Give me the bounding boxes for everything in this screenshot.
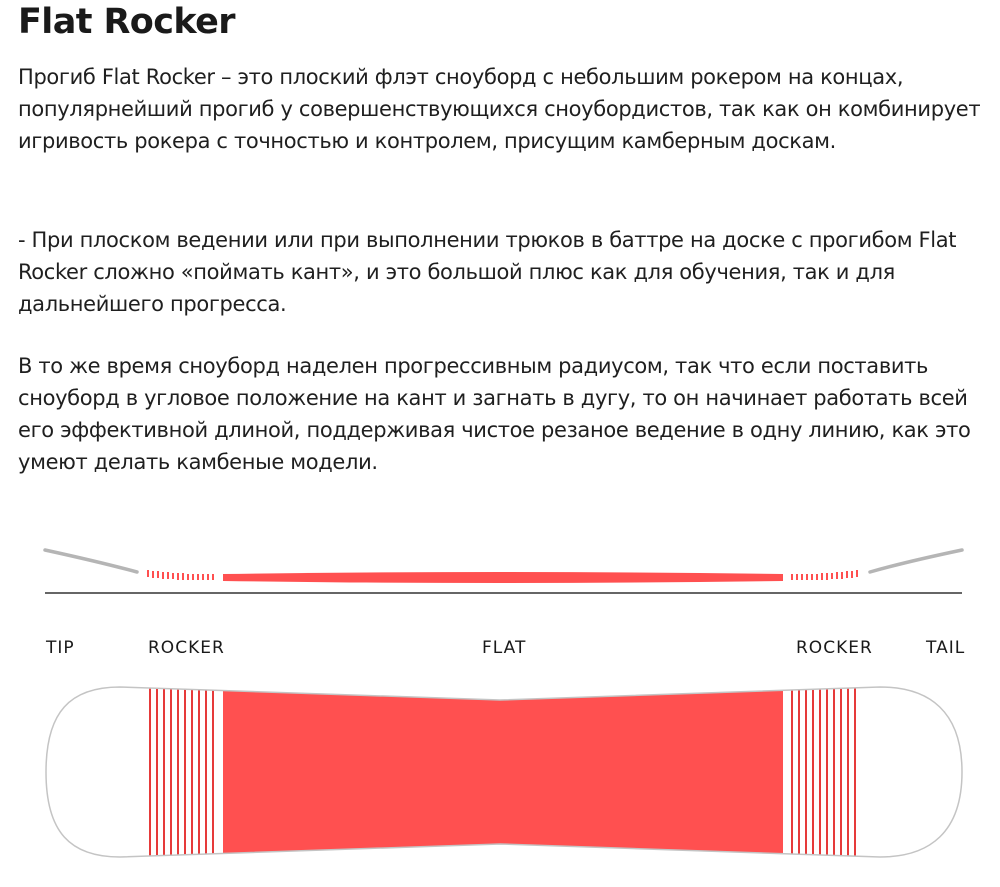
side-profile xyxy=(45,550,962,593)
paragraph-flat-riding: - При плоском ведении или при выполнении трюков в баттре на доске с прогибом Flat Rocker сложно «поймать кант», и это большой плюс как для обучения, так и для дальнейшего прогресса. xyxy=(18,228,957,316)
rocker-right-stripes xyxy=(792,680,855,865)
page-title: Flat Rocker xyxy=(18,2,235,42)
rocker-left-stripes xyxy=(150,680,213,865)
label-flat: FLAT xyxy=(482,638,527,658)
board-top-view xyxy=(46,680,962,865)
label-rocker-right: ROCKER xyxy=(796,638,873,658)
paragraph-intro: Прогиб Flat Rocker – это плоский флэт сноуборд с небольшим рокером на концах, популярнейший прогиб у совершенствующихся сноубордистов, так как он комбинирует игривость рокера с точностью и контролем, присущим камберным доскам. xyxy=(18,65,981,153)
flat-profile-bar xyxy=(223,572,783,583)
tail-profile xyxy=(870,550,962,572)
label-tip: TIP xyxy=(46,638,75,658)
rocker-right-profile xyxy=(792,570,857,580)
rocker-left-profile xyxy=(148,570,213,580)
flat-zone-fill xyxy=(223,690,783,854)
label-tail: TAIL xyxy=(926,638,966,658)
zone-labels xyxy=(45,638,965,658)
paragraph-progressive-radius: В то же время сноуборд наделен прогрессивным радиусом, так что если поставить сноуборд в угловое положение на кант и загнать в дугу, то он начинает работать всей его эффективной длиной, поддерживая чистое резаное ведение в одну линию, как это умеют делать камбеные модели. xyxy=(18,354,971,474)
tip-profile xyxy=(45,550,137,572)
label-rocker-left: ROCKER xyxy=(148,638,225,658)
